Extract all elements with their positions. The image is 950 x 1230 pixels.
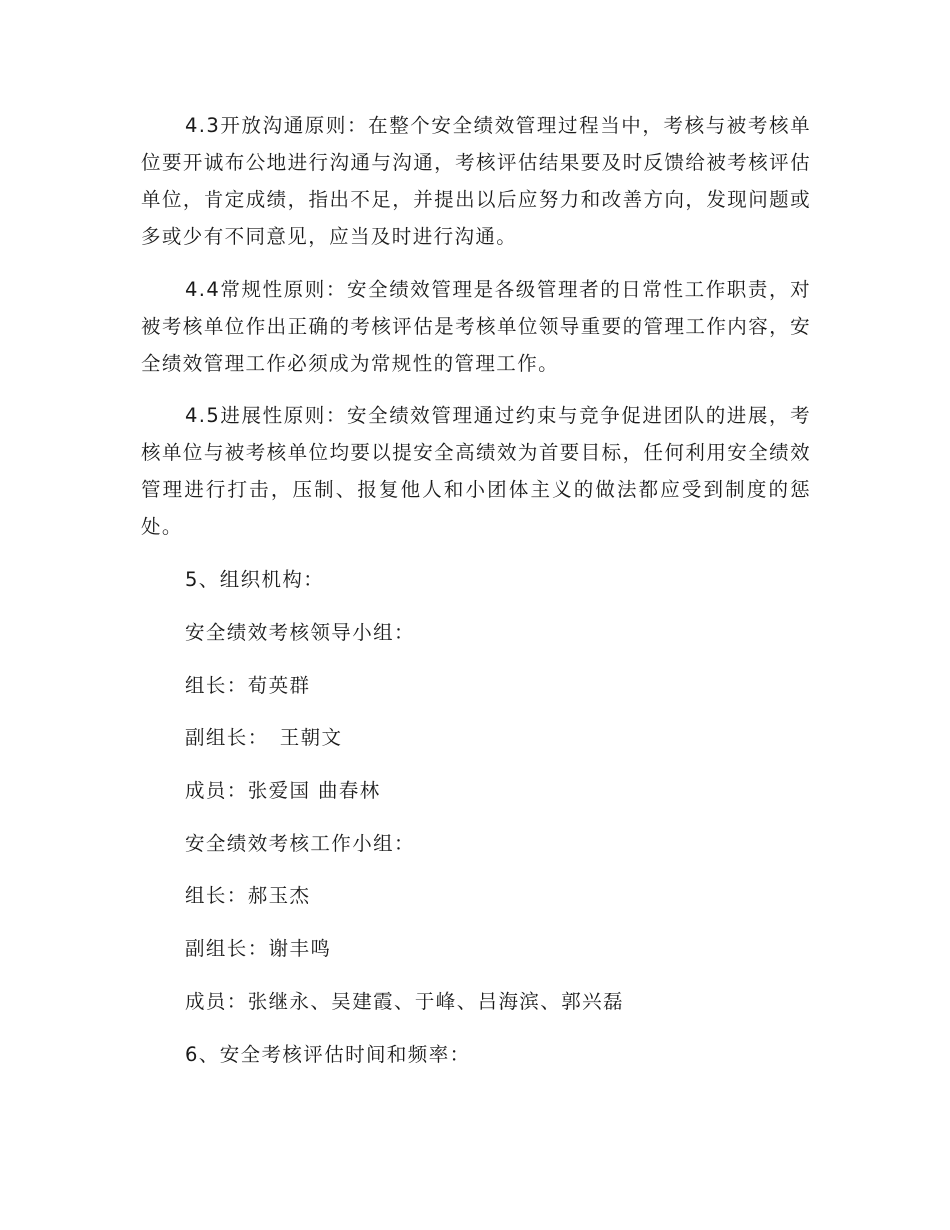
paragraph-text: 4.4常规性原则：安全绩效管理是各级管理者的日常性工作职责，对被考核单位作出正确的考核评估是考核单位领导重要的管理工作内容，安全绩效管理工作必须成为常规性的管理工作。 <box>141 278 811 375</box>
paragraph-text: 4.5进展性原则：安全绩效管理通过约束与竞争促进团队的进展，考核单位与被考核单位均要以提安全高绩效为首要目标，任何利用安全绩效管理进行打击，压制、报复他人和小团体主义的做法都应受到制度的惩处。 <box>141 404 811 538</box>
work-group-deputy: 副组长：谢丰鸣 <box>185 937 332 960</box>
leadership-group-title: 安全绩效考核领导小组： <box>185 621 415 644</box>
paragraph-open-communication <box>141 107 811 255</box>
section-heading-organization: 5、组织机构： <box>185 568 325 591</box>
leadership-group-members: 成员：张爱国 曲春林 <box>185 779 381 802</box>
work-group-title: 安全绩效考核工作小组： <box>185 832 415 855</box>
work-group-leader: 组长：郝玉杰 <box>185 884 311 907</box>
paragraph-text: 4.3开放沟通原则：在整个安全绩效管理过程当中，考核与被考核单位要开诚布公地进行沟通与沟通，考核评估结果要及时反馈给被考核评估单位，肯定成绩，指出不足，并提出以后应努力和改善方向，发现问题或多或少有不同意见，应当及时进行沟通。 <box>141 114 811 248</box>
paragraph-progress <box>141 397 811 545</box>
leadership-group-deputy: 副组长： 王朝文 <box>185 726 343 749</box>
section-heading-schedule: 6、安全考核评估时间和频率： <box>185 1043 471 1066</box>
paragraph-routine <box>141 271 811 382</box>
work-group-members: 成员：张继永、吴建霞、于峰、吕海滨、郭兴磊 <box>185 990 624 1013</box>
leadership-group-leader: 组长：荀英群 <box>185 674 311 697</box>
